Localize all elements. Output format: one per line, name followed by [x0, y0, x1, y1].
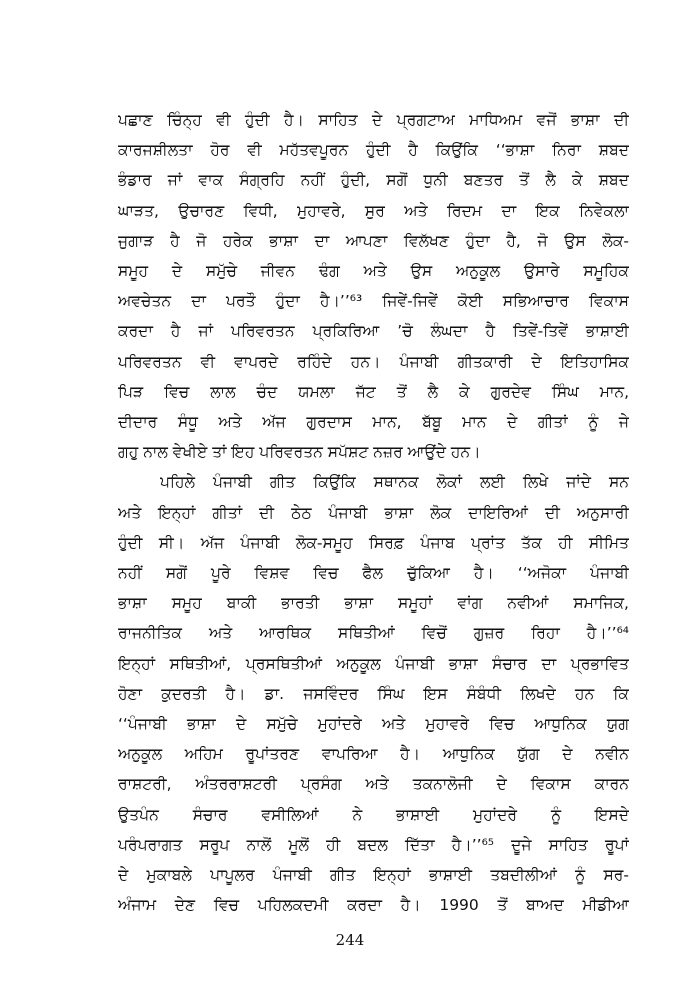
text-line: ‘‘ਪੰਜਾਬੀ ਭਾਸ਼ਾ ਦੇ ਸਮੁੱਚੇ ਮੁਹਾਂਦਰੇ ਅਤੇ ਮੁਹਾਵਰੇ ਵਿਚ ਆਧੁਨਿਕ ਯੁਗ [118, 715, 629, 733]
text-line: ਦੀਦਾਰ ਸੰਧੂ ਅਤੇ ਅੱਜ ਗੁਰਦਾਸ ਮਾਨ, ਬੱਬੂ ਮਾਨ ਦੇ ਗੀਤਾਂ ਨੂੰ ਜੇ [118, 413, 629, 431]
text-line: ਭੰਡਾਰ ਜਾਂ ਵਾਕ ਸੰਗ੍ਰਹਿ ਨਹੀਂ ਹੁੰਦੀ, ਸਗੋਂ ਧੁਨੀ ਬਣਤਰ ਤੋਂ ਲੈ ਕੇ ਸ਼ਬਦ [118, 171, 629, 190]
text-line: ਪਛਾਣ ਚਿੰਨ੍ਹ ਵੀ ਹੁੰਦੀ ਹੈ। ਸਾਹਿਤ ਦੇ ਪ੍ਰਗਟਾਅ ਮਾਧਿਅਮ ਵਜੋਂ ਭਾਸ਼ਾ ਦੀ [118, 111, 629, 129]
text-line: ਭਾਸ਼ਾ ਸਮੂਹ ਬਾਕੀ ਭਾਰਤੀ ਭਾਸ਼ਾ ਸਮੂਹਾਂ ਵਾਂਗ ਨਵੀਆਂ ਸਮਾਜਿਕ, [118, 594, 629, 613]
text-line: ਕਰਦਾ ਹੈ ਜਾਂ ਪਰਿਵਰਤਨ ਪ੍ਰਕਿਰਿਆ ’ਚੋ ਲੰਘਦਾ ਹੈ ਤਿਵੇਂ-ਤਿਵੇਂ ਭਾਸ਼ਾਈ [118, 322, 629, 341]
text-line: ਪਰਿਵਰਤਨ ਵੀ ਵਾਪਰਦੇ ਰਹਿੰਦੇ ਹਨ। ਪੰਜਾਬੀ ਗੀਤਕਾਰੀ ਦੇ ਇਤਿਹਾਸਿਕ [118, 352, 629, 371]
text-line: ਪਹਿਲੇ ਪੰਜਾਬੀ ਗੀਤ ਕਿਉਂਕਿ ਸਥਾਨਕ ਲੋਕਾਂ ਲਈ ਲਿਖੇ ਜਾਂਦੇ ਸਨ [160, 473, 629, 492]
text-line: ਅਨੁਕੂਲ ਅਹਿਮ ਰੂਪਾਂਤਰਣ ਵਾਪਰਿਆ ਹੈ। ਆਧੁਨਿਕ ਯੁੱਗ ਦੇ ਨਵੀਨ [118, 745, 629, 764]
text-line: ਰਾਸ਼ਟਰੀ, ਅੰਤਰਰਾਸ਼ਟਰੀ ਪ੍ਰਸੰਗ ਅਤੇ ਤਕਨਾਲੋਜੀ ਦੇ ਵਿਕਾਸ ਕਾਰਨ [118, 775, 629, 794]
text-line: ਇਨ੍ਹਾਂ ਸਥਿਤੀਆਂ, ਪ੍ਰਸਥਿਤੀਆਂ ਅਨੁਕੂਲ ਪੰਜਾਬੀ ਭਾਸ਼ਾ ਸੰਚਾਰ ਦਾ ਪ੍ਰਭਾਵਿਤ [118, 654, 629, 673]
text-line: ਅੰਜਾਮ ਦੇਣ ਵਿਚ ਪਹਿਲਕਦਮੀ ਕਰਦਾ ਹੈ। 1990 ਤੋਂ ਬਾਅਦ ਮੀਡੀਆ [118, 896, 629, 915]
text-line: ਜੁਗਾੜ ਹੈ ਜੋ ਹਰੇਕ ਭਾਸ਼ਾ ਦਾ ਆਪਣਾ ਵਿਲੱਖਣ ਹੁੰਦਾ ਹੈ, ਜੋ ਉਸ ਲੋਕ- [118, 231, 629, 250]
text-line: ਉਤਪੰਨ ਸੰਚਾਰ ਵਸੀਲਿਆਂ ਨੇ ਭਾਸ਼ਾਈ ਮੁਹਾਂਦਰੇ ਨੂੰ ਇਸਦੇ [118, 805, 629, 824]
text-line: ਹੋਣਾ ਕੁਦਰਤੀ ਹੈ। ਡਾ. ਜਸਵਿੰਦਰ ਸਿੰਘ ਇਸ ਸੰਬੰਧੀ ਲਿਖਦੇ ਹਨ ਕਿ [118, 684, 629, 703]
text-line: ਰਾਜਨੀਤਿਕ ਅਤੇ ਆਰਥਿਕ ਸਥਿਤੀਆਂ ਵਿਚੋਂ ਗੁਜ਼ਰ ਰਿਹਾ ਹੈ।’’⁶⁴ [118, 624, 629, 643]
text-line: ਪਰੰਪਰਾਗਤ ਸਰੂਪ ਨਾਲੋਂ ਮੂਲੋਂ ਹੀ ਬਦਲ ਦਿੱਤਾ ਹੈ।’’⁶⁵ ਦੂਜੇ ਸਾਹਿਤ ਰੂਪਾਂ [118, 835, 629, 854]
text-line: ਅਵਚੇਤਨ ਦਾ ਪਰਤੌ ਹੁੰਦਾ ਹੈ।’’⁶³ ਜਿਵੇਂ-ਜਿਵੇਂ ਕੋਈ ਸਭਿਆਚਾਰ ਵਿਕਾਸ [118, 292, 629, 311]
text-line: ਕਾਰਜਸ਼ੀਲਤਾ ਹੋਰ ਵੀ ਮਹੱਤਵਪੂਰਨ ਹੁੰਦੀ ਹੈ ਕਿਉਂਕਿ ‘‘ਭਾਸ਼ਾ ਨਿਰਾ ਸ਼ਬਦ [118, 141, 629, 160]
text-line: ਹੁੰਦੀ ਸੀ। ਅੱਜ ਪੰਜਾਬੀ ਲੋਕ-ਸਮੂਹ ਸਿਰਫ਼ ਪੰਜਾਬ ਪ੍ਰਾਂਤ ਤੱਕ ਹੀ ਸੀਮਿਤ [118, 533, 629, 552]
page-number: 244 [335, 931, 365, 949]
text-line: ਨਹੀਂ ਸਗੋਂ ਪੂਰੇ ਵਿਸ਼ਵ ਵਿਚ ਫੈਲ ਚੁੱਕਿਆ ਹੈ। ‘‘ਅਜੋਕਾ ਪੰਜਾਬੀ [118, 564, 629, 582]
text-line: ਘਾੜਤ, ਉਚਾਰਣ ਵਿਧੀ, ਮੁਹਾਵਰੇ, ਸੁਰ ਅਤੇ ਰਿਦਮ ਦਾ ਇਕ ਨਿਵੇਕਲਾ [118, 201, 629, 220]
text-line: ਪਿੜ ਵਿਚ ਲਾਲ ਚੰਦ ਯਮਲਾ ਜੱਟ ਤੋਂ ਲੈ ਕੇ ਗੁਰਦੇਵ ਸਿੰਘ ਮਾਨ, [118, 382, 629, 401]
text-line: ਅਤੇ ਇਨ੍ਹਾਂ ਗੀਤਾਂ ਦੀ ਠੇਠ ਪੰਜਾਬੀ ਭਾਸ਼ਾ ਲੋਕ ਦਾਇਰਿਆਂ ਦੀ ਅਨੁਸਾਰੀ [118, 503, 629, 522]
text-line: ਸਮੂਹ ਦੇ ਸਮੁੱਚੇ ਜੀਵਨ ਢੰਗ ਅਤੇ ਉਸ ਅਨੁਕੂਲ ਉਸਾਰੇ ਸਮੂਹਿਕ [118, 262, 629, 280]
text-line: ਦੇ ਮੁਕਾਬਲੇ ਪਾਪੂਲਰ ਪੰਜਾਬੀ ਗੀਤ ਇਨ੍ਹਾਂ ਭਾਸ਼ਾਈ ਤਬਦੀਲੀਆਂ ਨੂੰ ਸਰ- [118, 866, 629, 884]
text-line: ਗਹੁ ਨਾਲ ਵੇਖੀਏ ਤਾਂ ਇਹ ਪਰਿਵਰਤਨ ਸਪੱਸ਼ਟ ਨਜ਼ਰ ਆਉਂਦੇ ਹਨ। [118, 443, 481, 462]
